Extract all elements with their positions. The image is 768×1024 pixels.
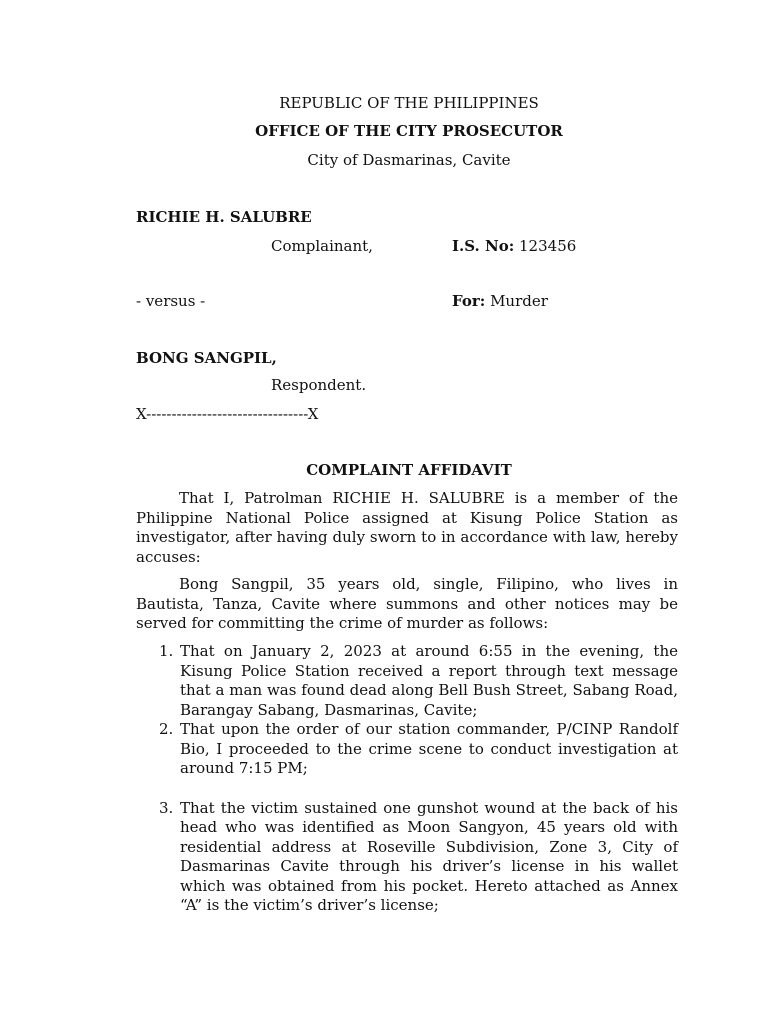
list-item <box>136 642 678 720</box>
caption-separator: X--------------------------------X <box>136 405 319 423</box>
allegation-list <box>136 642 678 916</box>
versus-label: - versus - <box>136 292 206 310</box>
list-item <box>136 799 678 916</box>
list-item-number: 3. <box>159 798 174 817</box>
header-city: City of Dasmarinas, Cavite <box>307 151 511 169</box>
paragraph-accused: Bong Sangpil, 35 years old, single, Filipino, who lives in Bautista, Tanza, Cavite where summons and other notices may be served for committing the crime of murder as follows: <box>136 575 678 632</box>
charge-value: Murder <box>490 292 548 310</box>
case-number <box>452 237 576 257</box>
list-item-text: That upon the order of our station commander, P/CINP Randolf Bio, I proceeded to the crime scene to conduct investigation at around 7:15 PM; <box>180 720 678 777</box>
list-item-number: 1. <box>159 642 174 660</box>
list-item <box>136 720 678 779</box>
list-item-text: That on January 2, 2023 at around 6:55 in the evening, the Kisung Police Station received a report through text message that a man was found dead along Bell Bush Street, Sabang Road, Barangay Sabang, Dasmarinas, Cavite; <box>180 642 678 719</box>
header-office: OFFICE OF THE CITY PROSECUTOR <box>255 122 563 140</box>
list-item-number: 2. <box>159 720 174 738</box>
respondent-role: Respondent. <box>271 376 367 394</box>
paragraph-affiant: That I, Patrolman RICHIE H. SALUBRE is a member of the Philippine National Police assigned at Kisung Police Station as investigator, after having duly sworn to in accordance with law, hereby accuses: <box>136 489 678 566</box>
header-republic: REPUBLIC OF THE PHILIPPINES <box>279 94 539 112</box>
case-number-label: I.S. No: <box>452 237 515 255</box>
respondent-name: BONG SANGPIL, <box>136 349 277 367</box>
charge <box>452 292 548 312</box>
case-number-value: 123456 <box>519 237 577 255</box>
list-item-text: That the victim sustained one gunshot wound at the back of his head who was identified as Moon Sangyon, 45 years old with residential address at Roseville Subdivision, Zone 3, City of Dasmarinas Cavite through his driver’s license in his wallet which was obtained from his pocket. Hereto attached as Annex “A” is the victim’s driver’s license; <box>180 798 678 914</box>
document-title: COMPLAINT AFFIDAVIT <box>306 461 512 479</box>
complainant-name: RICHIE H. SALUBRE <box>136 208 312 226</box>
complainant-role: Complainant, <box>271 237 373 255</box>
charge-label: For: <box>452 292 486 310</box>
